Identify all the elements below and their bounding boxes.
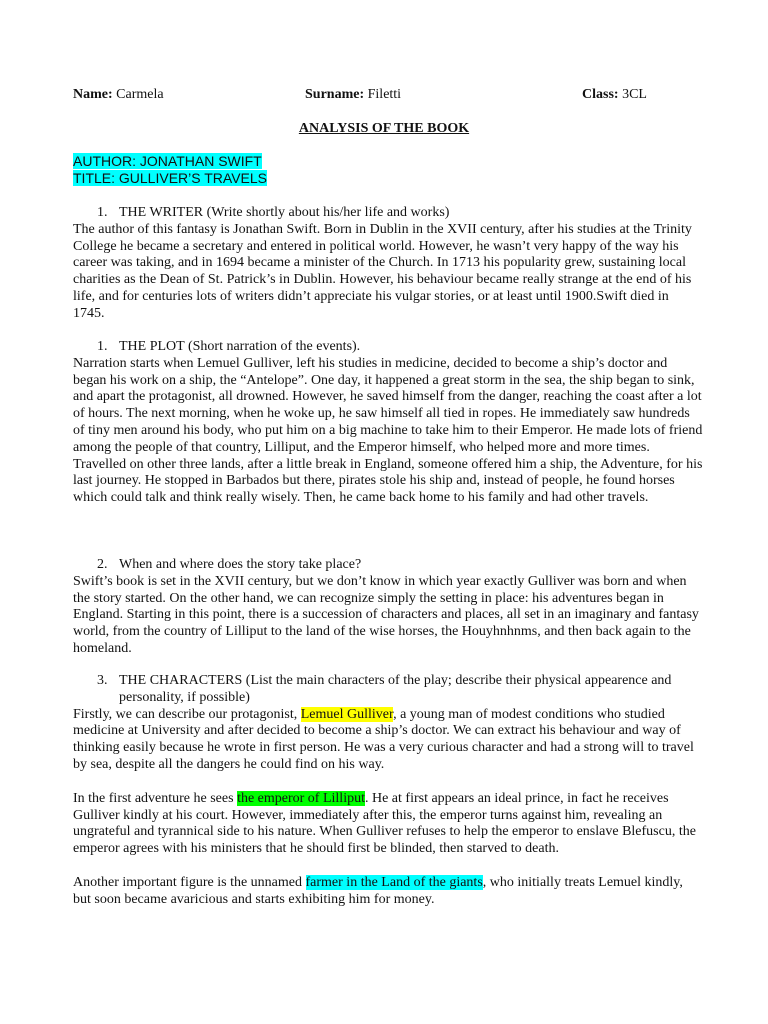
section-number: 2. [97, 557, 108, 572]
class-value: 3CL [622, 87, 647, 102]
text-run: In the first adventure he sees [73, 790, 238, 806]
document-title: ANALYSIS OF THE BOOK [298, 121, 470, 136]
surname-field [305, 86, 401, 103]
book-title-text: TITLE: GULLIVER’S TRAVELS [73, 170, 267, 186]
paragraph-protagonist [73, 707, 703, 774]
class-label: Class: [582, 87, 619, 102]
section-heading [73, 673, 703, 707]
section-heading-text: THE CHARACTERS (List the main characters of the play; describe their physical appearence and personality, if possible) [119, 673, 672, 705]
author-text: AUTHOR: JONATHAN SWIFT [73, 153, 262, 169]
text-run: . He at first appears an ideal prince, in fact he receives Gulliver kindly at his court. However, immediately after this, the emperor turns against him, revealing an ungrateful and tyrannical side to his nature. When Gulliver refuses to help the emperor to enslave Blefuscu, the emperor agrees with his ministers that he should first be blinded, then starved to death. [73, 790, 696, 857]
text-run: Another important figure is the unnamed [73, 874, 306, 890]
section-setting [73, 557, 703, 658]
surname-label: Surname: [305, 87, 365, 102]
section-number: 1. [97, 339, 108, 354]
book-title-line [73, 170, 267, 187]
section-number: 1. [97, 205, 108, 220]
section-body: The author of this fantasy is Jonathan Swift. Born in Dublin in the XVII century, after his studies at the Trinity College he became a secretary and entered in political world. However, he wasn’t very happy of the way his career was taking, and in 1694 became a minister of the Church. In 1713 his popularity grew, sustaining local charities as the Dean of St. Patrick’s in Dublin. However, his behaviour became really strange at the end of his life, and for centuries lots of writers didn’t appreciate his vulgar stories, or at least until 1900.Swift died in 1745. [73, 221, 692, 321]
section-writer [73, 205, 703, 323]
text-run: , a young man of modest conditions who studied medicine at University and after decided to become a ship’s doctor. We can extract his behaviour and way of thinking easily because he wrote in first person. He was a very curious character and had a strong will to travel by sea, despite all the dangers he could find on his way. [73, 706, 694, 772]
highlight-emperor-of-lilliput: the emperor of Lilliput [237, 790, 365, 806]
author-line [73, 153, 262, 170]
paragraph-emperor [73, 791, 703, 858]
paragraph-farmer [73, 875, 703, 909]
name-field [73, 86, 164, 103]
section-number: 3. [97, 673, 108, 688]
section-characters [73, 673, 703, 909]
name-value: Carmela [116, 87, 164, 102]
name-label: Name: [73, 87, 113, 102]
section-heading-text: THE PLOT (Short narration of the events). [119, 339, 361, 354]
text-run: , who initially treats Lemuel kindly, but soon became avaricious and starts exhibiting him for money. [73, 874, 683, 907]
text-run: Firstly, we can describe our protagonist, [73, 706, 301, 722]
section-plot [73, 339, 703, 507]
section-body: Narration starts when Lemuel Gulliver, left his studies in medicine, decided to become a ship’s doctor and began his work on a ship, the “Antelope”. One day, it happened a great storm in the sea, the ship began to sink, and apart the protagonist, all drowned. However, he saved himself from the danger, reaching the coast after a lot of hours. The next morning, when he woke up, he saw himself all tied in ropes. He immediately saw hundreds of tiny men around his body, who put him on a big machine to take him to their Emperor. He made lots of friend among the people of that country, Lilliput, and the Emperor himself, who helped more and more times. Travelled on other three lands, after a little break in England, someone offered him a ship, the Adventure, for his last journey. He stopped in Barbados but there, pirates stole his ship and, instead of people, he found horses which could talk and think really wisely. Then, he came back home to his family and had other travels. [73, 355, 703, 506]
section-heading [73, 339, 703, 356]
section-heading-text: THE WRITER (Write shortly about his/her life and works) [119, 205, 450, 220]
highlight-farmer: farmer in the Land of the giants [305, 874, 483, 890]
section-heading-text: When and where does the story take place? [119, 557, 362, 572]
highlight-lemuel-gulliver: Lemuel Gulliver [300, 706, 394, 722]
section-heading [73, 205, 703, 222]
section-body: Swift’s book is set in the XVII century, but we don’t know in which year exactly Gulliver was born and when the story started. On the other hand, we can recognize simply the setting in place: his adventures began in England. Starting in this point, there is a succession of characters and places, all set in an imaginary and fantasy world, from the country of Lilliput to the land of the wise horses, the Houyhnhnms, and then back again to the homeland. [73, 573, 699, 656]
section-heading [73, 557, 703, 574]
surname-value: Filetti [367, 87, 402, 102]
class-field [582, 86, 647, 103]
